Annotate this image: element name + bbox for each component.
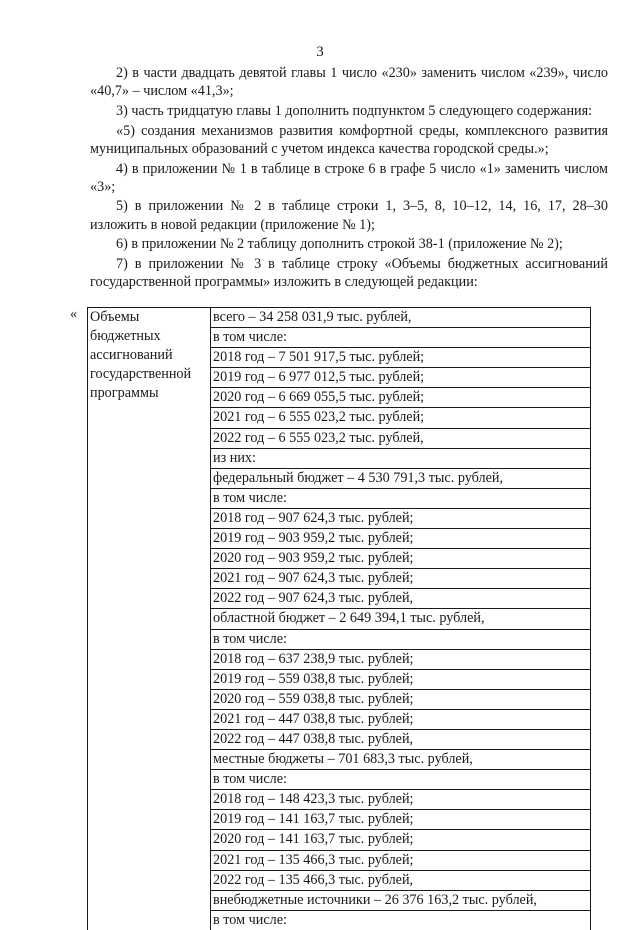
value-line: из них: xyxy=(211,449,590,469)
value-line: в том числе: xyxy=(211,328,590,348)
value-line: 2020 год – 141 163,7 тыс. рублей; xyxy=(211,830,590,850)
value-line: в том числе: xyxy=(211,489,590,509)
value-line: всего – 34 258 031,9 тыс. рублей, xyxy=(211,308,590,328)
value-line: местные бюджеты – 701 683,3 тыс. рублей, xyxy=(211,750,590,770)
budget-table xyxy=(87,307,591,930)
value-line: в том числе: xyxy=(213,911,287,928)
value-line: областной бюджет – 2 649 394,1 тыс. рублей, xyxy=(211,609,590,629)
value-line: 2020 год – 6 669 055,5 тыс. рублей; xyxy=(211,388,590,408)
amendment-paragraph: 6) в приложении № 2 таблицу дополнить строкой 38-1 (приложение № 2); xyxy=(116,236,563,253)
table-row xyxy=(88,308,591,930)
value-line: 2022 год – 907 624,3 тыс. рублей, xyxy=(211,589,590,609)
value-line: 2022 год – 135 466,3 тыс. рублей, xyxy=(211,871,590,891)
amendment-paragraphs xyxy=(90,64,608,293)
amendment-paragraph: 5) в приложении № 2 в таблице строки 1, 3–5, 8, 10–12, 14, 16, 17, 28–30 изложить в новой редакции (приложение № 1); xyxy=(90,198,608,233)
value-line: 2020 год – 559 038,8 тыс. рублей; xyxy=(211,690,590,710)
value-line: 2021 год – 907 624,3 тыс. рублей; xyxy=(211,569,590,589)
value-line: в том числе: xyxy=(211,630,590,650)
value-line: 2019 год – 903 959,2 тыс. рублей; xyxy=(211,529,590,549)
value-line: 2021 год – 6 555 023,2 тыс. рублей; xyxy=(211,408,590,428)
value-line: 2021 год – 135 466,3 тыс. рублей; xyxy=(211,851,590,871)
value-line: 2018 год – 637 238,9 тыс. рублей; xyxy=(211,650,590,670)
opening-quote-mark: « xyxy=(70,306,78,322)
amendment-paragraph: 3) часть тридцатую главы 1 дополнить подпунктом 5 следующего содержания: xyxy=(116,102,593,119)
value-line: 2018 год – 907 624,3 тыс. рублей; xyxy=(211,509,590,529)
label-line: программы xyxy=(90,385,159,402)
value-line: 2021 год – 447 038,8 тыс. рублей; xyxy=(211,710,590,730)
value-cell xyxy=(211,308,591,930)
value-line: 2019 год – 6 977 012,5 тыс. рублей; xyxy=(211,368,590,388)
value-line: 2018 год – 148 423,3 тыс. рублей; xyxy=(211,790,590,810)
label-line: государственной xyxy=(90,366,192,383)
value-line: внебюджетные источники – 26 376 163,2 тыс. рублей, xyxy=(211,891,590,911)
value-line: в том числе: xyxy=(211,770,590,790)
value-line: 2019 год – 141 163,7 тыс. рублей; xyxy=(211,810,590,830)
label-line: бюджетных xyxy=(90,328,161,345)
value-line: 2020 год – 903 959,2 тыс. рублей; xyxy=(211,549,590,569)
amendment-paragraph: 4) в приложении № 1 в таблице в строке 6 в графе 5 число «1» заменить числом «3»; xyxy=(90,160,608,195)
label-line: ассигнований xyxy=(90,347,173,364)
amendment-paragraph: «5) создания механизмов развития комфортной среды, комплексного развития муниципальных образований с учетом индекса качества городской среды.»; xyxy=(90,122,608,157)
value-line: 2022 год – 6 555 023,2 тыс. рублей, xyxy=(211,429,590,449)
value-line: 2018 год – 7 501 917,5 тыс. рублей; xyxy=(211,348,590,368)
value-line: федеральный бюджет – 4 530 791,3 тыс. рублей, xyxy=(211,469,590,489)
page-number: 3 xyxy=(316,44,324,60)
value-line: 2022 год – 447 038,8 тыс. рублей, xyxy=(211,730,590,750)
label-cell xyxy=(88,308,211,930)
label-line: Объемы xyxy=(90,309,140,325)
value-line: 2019 год – 559 038,8 тыс. рублей; xyxy=(211,670,590,690)
amendment-paragraph: 2) в части двадцать девятой главы 1 число «230» заменить числом «239», число «40,7» – числом «41,3»; xyxy=(90,65,608,100)
amendment-paragraph: 7) в приложении № 3 в таблице строку «Объемы бюджетных ассигнований государственной программы» изложить в следующей редакции: xyxy=(90,256,608,291)
